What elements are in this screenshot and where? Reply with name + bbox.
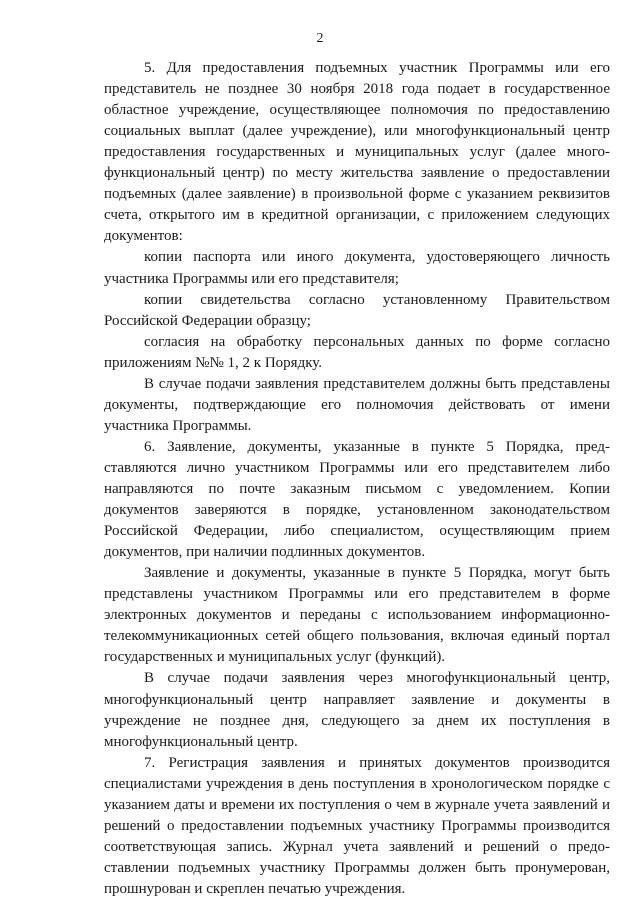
text-line: учреждение не позднее дня, следующего за днем их поступления в — [104, 712, 610, 729]
text-line: документов, при наличии подлинных документов. — [104, 544, 426, 561]
text-line: решений о предоставлении подъемных участнику Программы производится — [104, 817, 610, 834]
text-line: документов: — [104, 228, 183, 245]
text-line: многофункциональный центр направляет заявление и документы в — [104, 691, 610, 708]
text-line: копии паспорта или иного документа, удостоверяющего личность — [144, 249, 610, 266]
text-line: копии свидетельства согласно установленному Правительством — [144, 291, 610, 308]
text-line: В случае подачи заявления представителем должны быть представлены — [144, 375, 610, 392]
text-line: функциональный центр) по месту жительства заявление о предоставлении — [104, 165, 610, 182]
text-line: государственных и муниципальных услуг (функций). — [104, 649, 446, 666]
text-line: участника Программы. — [104, 417, 252, 434]
text-line: счета, открытого им в кредитной организации, с приложением следующих — [104, 207, 610, 224]
text-line: документов заверяются в порядке, установленном законодательством — [104, 502, 610, 519]
text-line: многофункциональный центр. — [104, 733, 298, 750]
text-line: согласия на обработку персональных данных по форме согласно — [144, 333, 610, 350]
text-line: Российской Федерации образцу; — [104, 312, 311, 329]
text-line: ставлении подъемных участнику Программы должен быть пронумерован, — [104, 859, 610, 876]
text-line: участника Программы или его представителя; — [104, 270, 399, 287]
text-line: указанием даты и времени их поступления о чем в журнале учета заявлений и — [104, 796, 610, 813]
text-line: 7. Регистрация заявления и принятых документов производится — [144, 754, 610, 771]
text-line: соответствующая запись. Журнал учета заявлений и решений о предо- — [104, 838, 610, 855]
text-line: представлены участником Программы или его представителем в форме — [104, 586, 610, 603]
text-line: телекоммуникационных сетей общего пользования, включая единый портал — [104, 628, 610, 645]
text-line: представитель не позднее 30 ноября 2018 года подает в государственное — [104, 81, 610, 98]
text-line: социальных выплат (далее учреждение), или многофункциональный центр — [104, 123, 610, 140]
text-line: 6. Заявление, документы, указанные в пункте 5 Порядка, пред- — [144, 438, 610, 455]
text-line: направляются по почте заказным письмом с уведомлением. Копии — [104, 481, 610, 497]
text-line: документы, подтверждающие его полномочия действовать от имени — [104, 396, 610, 413]
text-line: областное учреждение, осуществляющее полномочия по предоставлению — [104, 102, 610, 119]
text-line: прошнурован и скреплен печатью учреждения. — [104, 880, 406, 897]
text-line: приложениям №№ 1, 2 к Порядку. — [104, 354, 323, 371]
text-line: подъемных (далее заявление) в произвольной форме с указанием реквизитов — [104, 186, 610, 203]
text-line: ставляются лично участником Программы или его представителем либо — [104, 459, 610, 476]
text-line: 5. Для предоставления подъемных участник Программы или его — [144, 60, 610, 76]
text-line: предоставления государственных и муниципальных услуг (далее много- — [104, 144, 610, 161]
text-line: электронных документов и переданы с использованием информационно- — [104, 607, 610, 624]
text-line: специалистами учреждения в день поступления в хронологическом порядке с — [104, 775, 610, 792]
text-line: Заявление и документы, указанные в пункте 5 Порядка, могут быть — [144, 565, 610, 582]
page-number: 2 — [316, 31, 324, 46]
text-line: В случае подачи заявления через многофункциональный центр, — [144, 670, 610, 687]
text-line: Российской Федерации, либо специалистом, осуществляющим прием — [104, 523, 610, 540]
